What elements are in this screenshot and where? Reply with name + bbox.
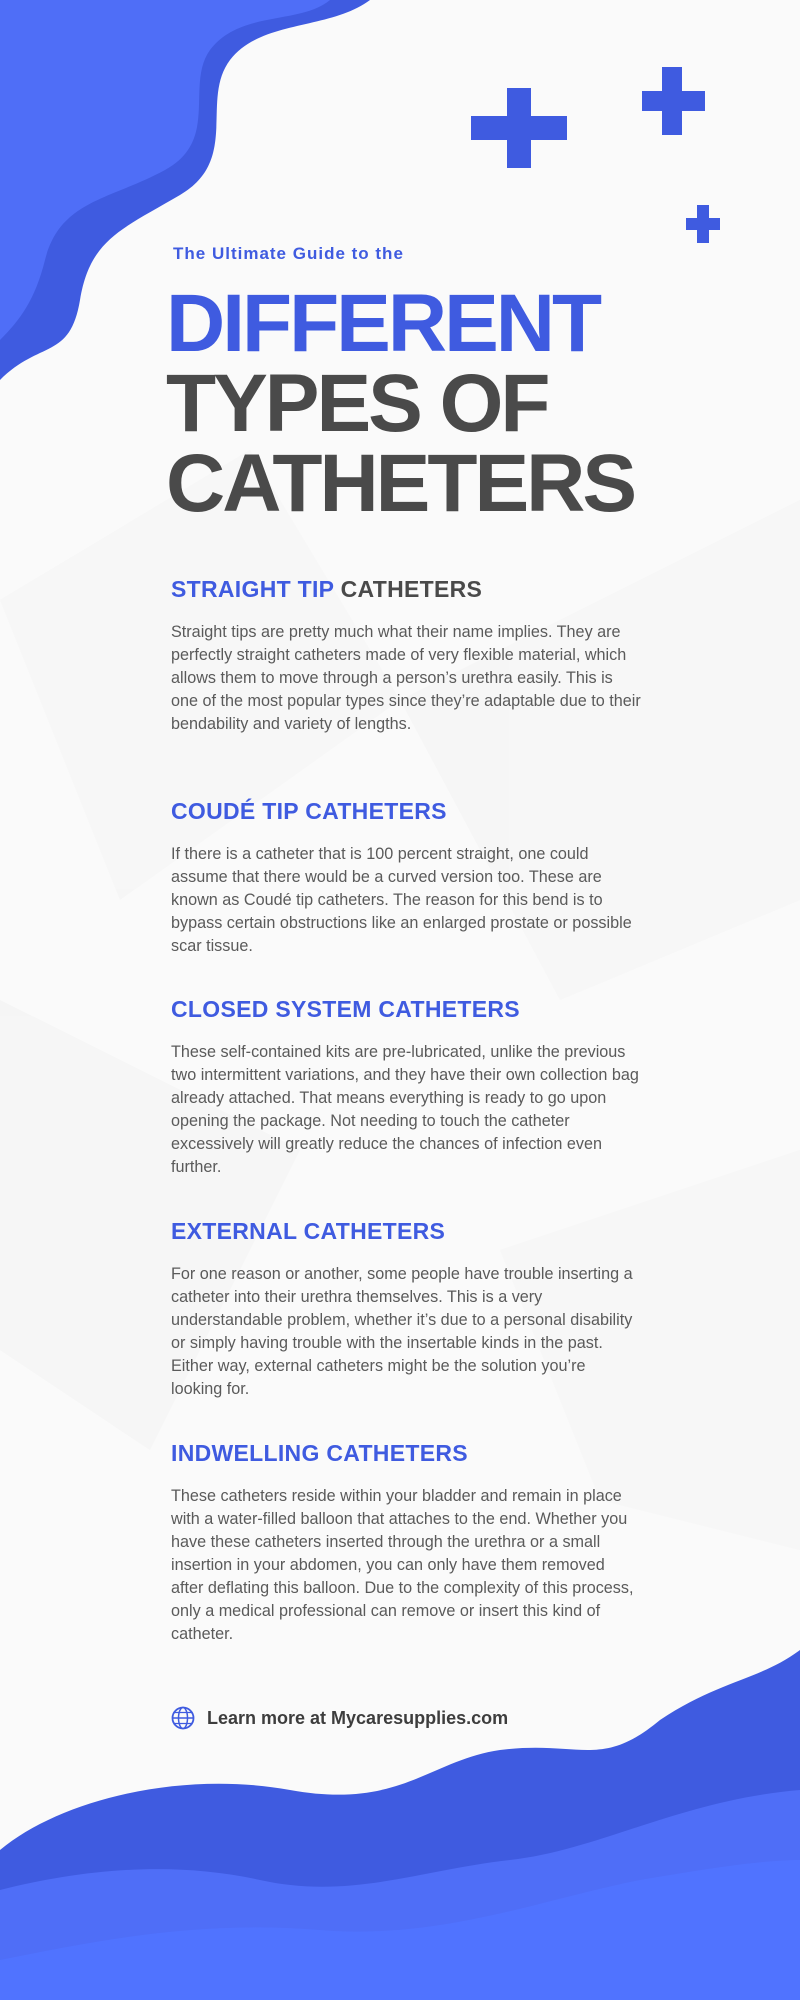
- section-heading: INDWELLING CATHETERS: [171, 1440, 468, 1466]
- section-closed-system: [171, 996, 641, 1179]
- section-external: [171, 1218, 641, 1401]
- section-body: If there is a catheter that is 100 percent straight, one could assume that there would be a curved version too. These are known as Coudé tip catheters. The reason for this bend is to bypass certain obstructions like an enlarged prostate or possible scar tissue.: [171, 845, 632, 955]
- globe-icon: [171, 1706, 195, 1730]
- section-heading: [171, 576, 641, 603]
- section-heading: CLOSED SYSTEM CATHETERS: [171, 996, 520, 1022]
- section-body: These catheters reside within your bladder and remain in place with a water-filled balloon that attaches to the end. Whether you have these catheters inserted through the urethra or a small insertion in your abdomen, you can only have them removed after deflating this balloon. Due to the complexity of this process, only a medical professional can remove or insert this kind of catheter.: [171, 1487, 634, 1643]
- section-heading: COUDÉ TIP CATHETERS: [171, 798, 447, 824]
- guide-subtitle: The Ultimate Guide to the: [173, 244, 404, 263]
- section-indwelling: [171, 1440, 641, 1646]
- footer-link-text[interactable]: Learn more at Mycaresupplies.com: [207, 1707, 509, 1728]
- title-line-catheters: CATHETERS: [166, 438, 635, 529]
- footer-link[interactable]: [171, 1706, 508, 1730]
- medical-cross-icon: [471, 88, 567, 168]
- section-coude-tip: [171, 798, 641, 958]
- section-straight-tip: [171, 576, 641, 736]
- section-heading: EXTERNAL CATHETERS: [171, 1218, 446, 1244]
- title-line-different: DIFFERENT: [166, 278, 600, 369]
- heading-accent: STRAIGHT TIP: [171, 576, 334, 602]
- section-body: These self-contained kits are pre-lubricated, unlike the previous two intermittent variations, and they have their own collection bag already attached. That means everything is ready to go upon opening the package. Not needing to touch the catheter excessively will greatly reduce the chances of infection even further.: [171, 1043, 639, 1176]
- heading-rest: CATHETERS: [340, 576, 483, 602]
- section-body: For one reason or another, some people have trouble inserting a catheter into their urethra themselves. This is a very understandable problem, whether it’s due to a personal disability or simply having trouble with the insertable kinds in the past. Either way, external catheters might be the solution you’re looking for.: [171, 1265, 633, 1398]
- title-line-types-of: TYPES OF: [166, 358, 548, 449]
- section-body: Straight tips are pretty much what their name implies. They are perfectly straight catheters made of very flexible material, which allows them to move through a person’s urethra easily. This is one of the most popular types since they’re adaptable due to their bendability and variety of lengths.: [171, 623, 641, 733]
